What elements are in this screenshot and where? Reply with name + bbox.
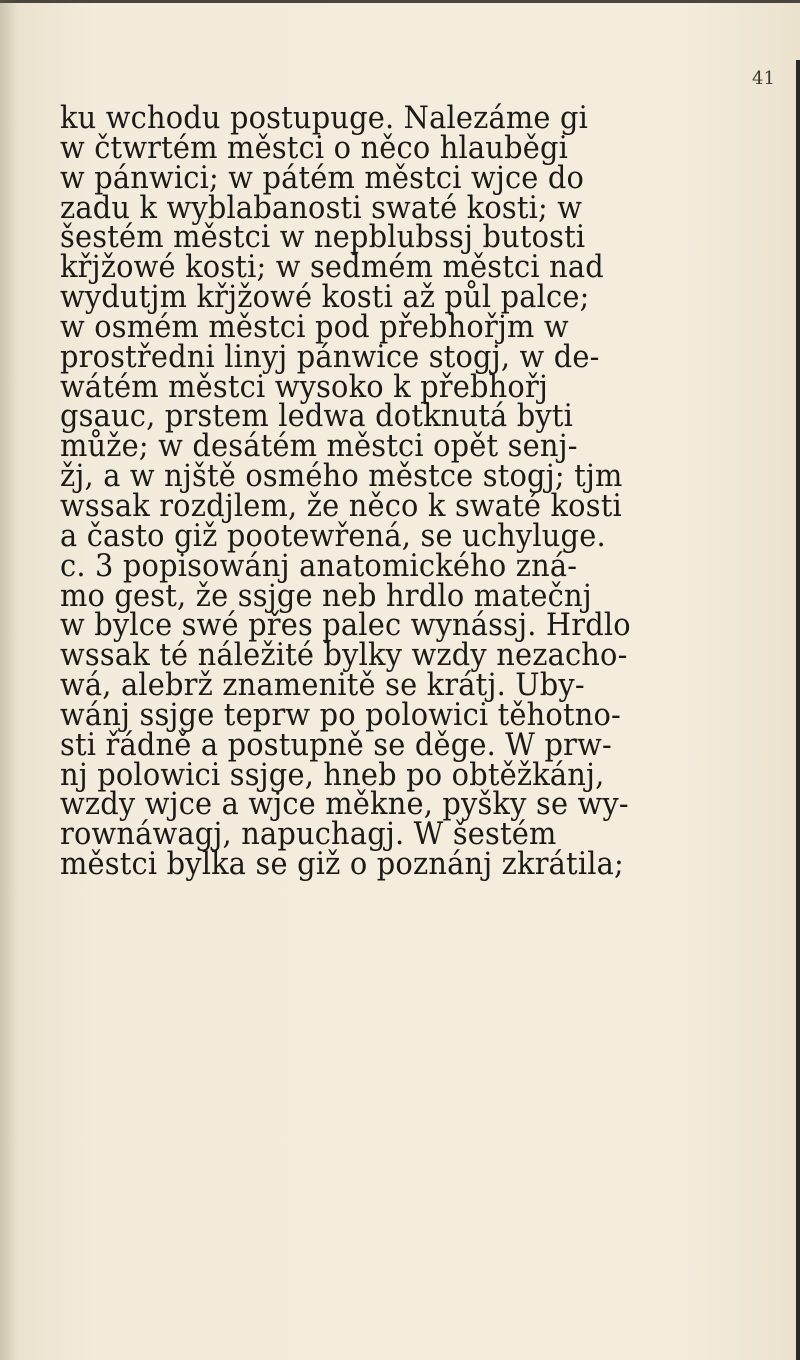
text-line: mo gest, že ssjge neb hrdlo matečnj — [60, 577, 592, 614]
text-line: w čtwrtém městci o něco hlauběgi — [60, 129, 569, 166]
text-line: šestém městci w nepblubssj butosti — [60, 219, 586, 256]
text-line: městci bylka se giž o poznánj zkrátila; — [60, 846, 624, 883]
text-line: gsauc, prstem ledwa dotknutá byti — [60, 398, 574, 435]
gutter-shadow — [0, 0, 18, 1360]
text-line: wá, alebrž znamenitě se krátj. Uby- — [60, 667, 585, 704]
text-line: wzdy wjce a wjce měkne, pyšky se wy- — [60, 786, 629, 823]
text-line: wssak rozdjlem, že něco k swaté kosti — [60, 487, 622, 524]
top-edge-line — [0, 0, 800, 3]
text-line: křjžowé kosti; w sedmém městci nad — [60, 249, 604, 286]
page-number: 41 — [752, 68, 775, 89]
text-line: a často giž pootewřená, se uchyluge. — [60, 517, 606, 554]
text-line: rownáwagj, napuchagj. W šestém — [60, 816, 557, 853]
text-line: wátém městci wysoko k přebhořj — [60, 368, 549, 405]
body-text — [60, 100, 780, 883]
text-line: nj polowici ssjge, hneb po obtěžkánj, — [60, 756, 605, 793]
text-line: žj, a w njště osmého městce stogj; tjm — [60, 458, 623, 495]
text-line: wssak té náležité bylky wzdy nezacho- — [60, 637, 628, 674]
text-line: wydutjm křjžowé kosti až půl palce; — [60, 279, 590, 316]
text-line: w pánwici; w pátém městci wjce do — [60, 159, 585, 196]
text-line: w osmém městci pod přebhořjm w — [60, 308, 569, 345]
text-line: sti řádně a postupně se děge. W prw- — [60, 726, 612, 763]
text-line: prostředni linyj pánwice stogj, w de- — [60, 338, 600, 375]
text-line: c. 3 popisowánj anatomického zná- — [60, 547, 578, 584]
page-right-edge — [796, 60, 800, 1360]
text-line: ku wchodu postupuge. Nalezáme gi — [60, 100, 589, 136]
text-line: w bylce swé přes palec wynássj. Hrdlo — [60, 607, 631, 644]
text-line: zadu k wyblabanosti swaté kosti; w — [60, 189, 583, 226]
text-line: může; w desátém městci opět senj- — [60, 428, 578, 465]
text-line: wánj ssjge teprw po polowici těhotno- — [60, 696, 621, 733]
